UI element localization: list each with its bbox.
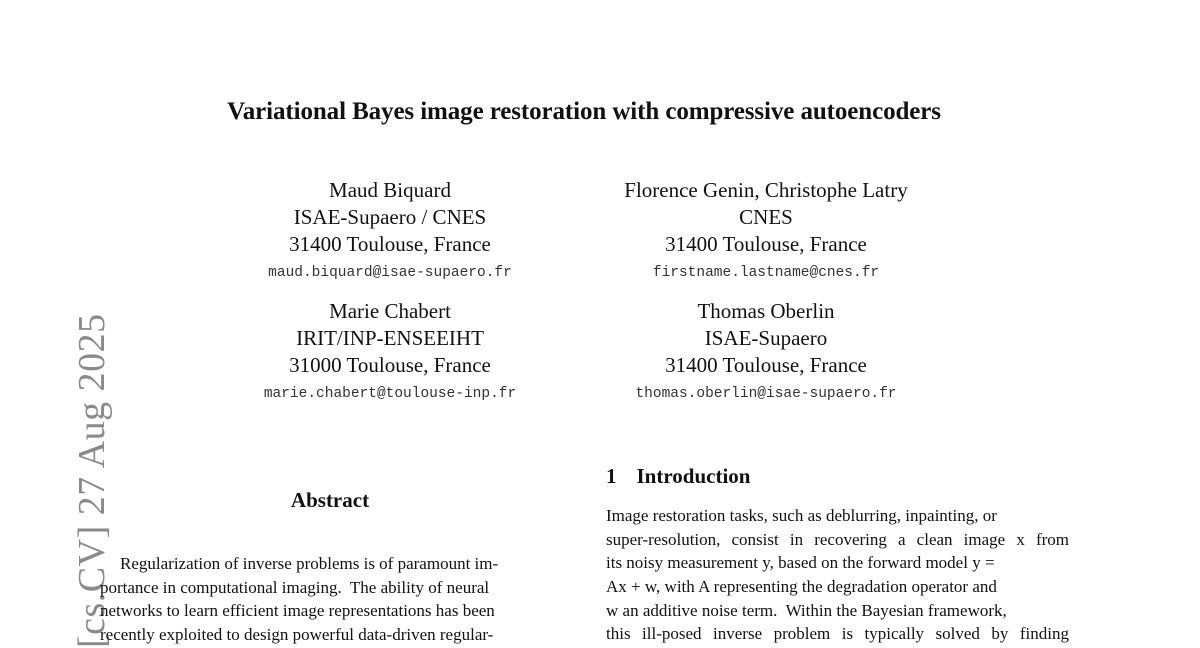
author-block [190,177,590,284]
author-name: Florence Genin, Christophe Latry [624,178,908,202]
abstract-heading: Abstract [290,488,370,512]
author-affiliation: ISAE-Supaero / CNES [293,205,487,229]
intro-line: w an additive noise term. Within the Bayesian framework, [606,600,1007,620]
author-affiliation: IRIT/INP-ENSEEIHT [296,326,484,350]
author-address: 31000 Toulouse, France [289,353,491,377]
abstract-line: networks to learn efficient image representations has been [100,601,495,621]
paper-title: Variational Bayes image restoration with compressive autoencoders [227,98,941,125]
author-name: Marie Chabert [329,299,451,323]
abstract-line: portance in computational imaging. The ability of neural [100,577,490,597]
abstract-line: recently exploited to design powerful data-driven regular- [100,625,494,645]
intro-line: Image restoration tasks, such as deblurring, inpainting, or [606,506,997,525]
author-affiliation: ISAE-Supaero [704,326,828,350]
author-affiliation: CNES [739,205,793,229]
introduction-text [606,504,1069,646]
author-email[interactable]: maud.biquard@isae-supaero.fr [268,265,512,281]
author-block [190,298,590,405]
section-heading [606,464,750,489]
author-address: 31400 Toulouse, France [665,232,867,256]
author-address: 31400 Toulouse, France [665,353,867,377]
arxiv-identifier-stamp: [cs.CV] 27 Aug 2025 [71,313,113,648]
author-email[interactable]: firstname.lastname@cnes.fr [652,265,880,281]
intro-line: Ax + w, with A representing the degradation operator and [606,577,997,597]
abstract-line: Regularization of inverse problems is of paramount im- [120,554,499,573]
author-name: Thomas Oberlin [697,299,835,323]
intro-line: its noisy measurement y, based on the forward model y = [606,553,995,573]
author-block [566,177,966,284]
abstract-text [100,552,562,647]
section-number: 1 [606,464,617,488]
author-email[interactable]: thomas.oberlin@isae-supaero.fr [635,386,897,402]
intro-line: super-resolution, consist in recovering a clean image x from [606,529,1069,549]
section-title: Introduction [636,464,751,488]
author-email[interactable]: marie.chabert@toulouse-inp.fr [263,386,517,402]
intro-line: this ill-posed inverse problem is typically solved by finding [606,624,1069,644]
author-address: 31400 Toulouse, France [289,232,491,256]
author-name: Maud Biquard [329,178,451,202]
author-block [566,298,966,405]
